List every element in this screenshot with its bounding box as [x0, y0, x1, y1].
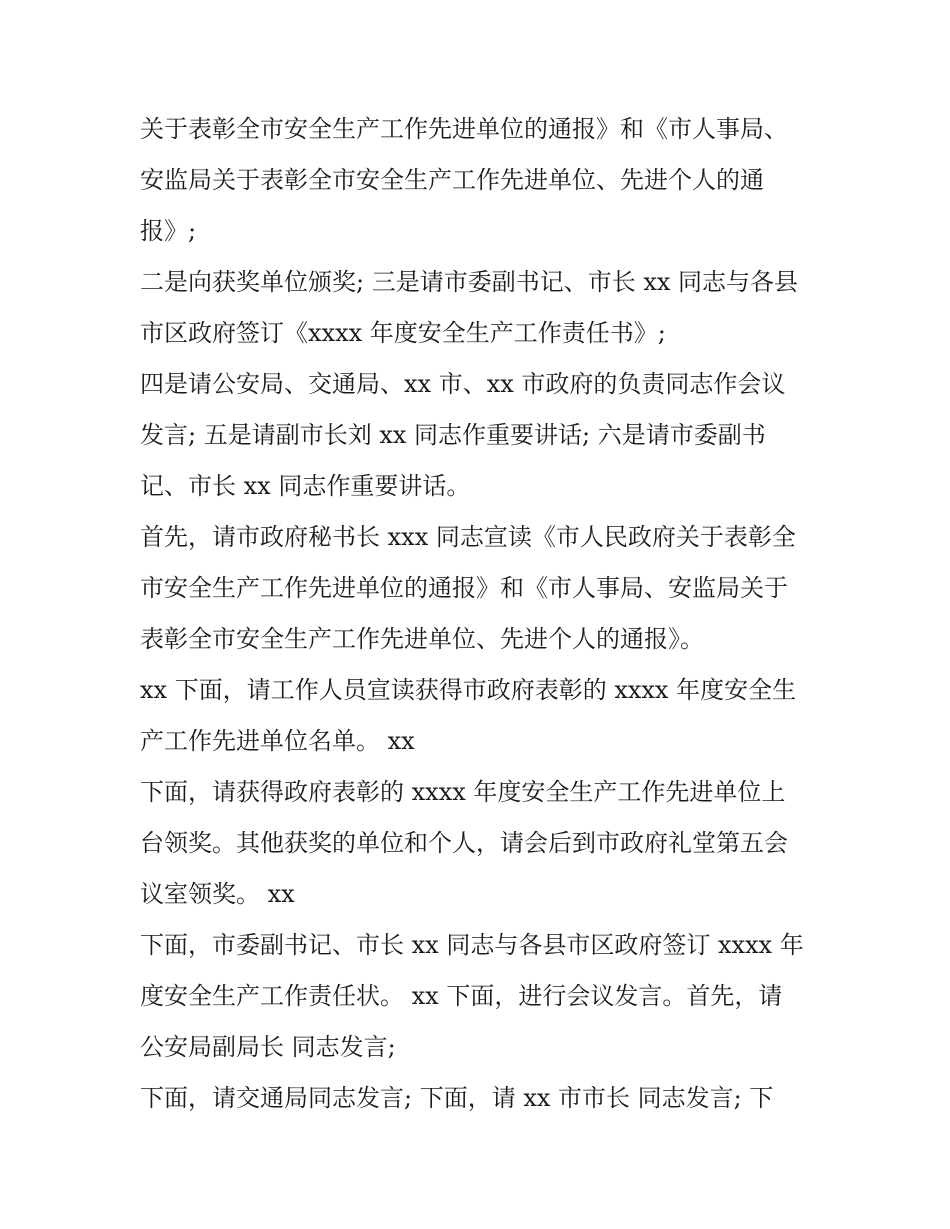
text-line: 产工作先进单位名单。 xx: [140, 727, 415, 755]
text-line: 市区政府签订《xxxx 年度安全生产工作责任书》;: [140, 319, 666, 347]
text-line: 公安局副局长 同志发言;: [140, 1033, 396, 1061]
text-line: 关于表彰全市安全生产工作先进单位的通报》和《市人事局、: [140, 115, 788, 143]
text-line: xx 下面，请工作人员宣读获得市政府表彰的 xxxx 年度安全生: [140, 676, 797, 704]
text-line: 下面，请交通局同志发言; 下面，请 xx 市市长 同志发言; 下: [140, 1084, 774, 1112]
text-line: 市安全生产工作先进单位的通报》和《市人事局、安监局关于: [140, 574, 788, 602]
text-line: 下面，请获得政府表彰的 xxxx 年度安全生产工作先进单位上: [140, 778, 786, 806]
text-line: 台领奖。其他获奖的单位和个人，请会后到市政府礼堂第五会: [140, 829, 788, 857]
text-line: 度安全生产工作责任状。 xx 下面，进行会议发言。首先，请: [140, 982, 783, 1010]
text-line: 发言; 五是请副市长刘 xx 同志作重要讲话; 六是请市委副书: [140, 421, 766, 449]
text-line: 首先，请市政府秘书长 xxx 同志宣读《市人民政府关于表彰全: [140, 523, 796, 551]
text-line: 二是向获奖单位颁奖; 三是请市委副书记、市长 xx 同志与各县: [140, 268, 799, 296]
document-body: [140, 104, 830, 1124]
text-line: 表彰全市安全生产工作先进单位、先进个人的通报》。: [140, 625, 704, 653]
text-line: 记、市长 xx 同志作重要讲话。: [140, 472, 471, 500]
text-line: 议室领奖。 xx: [140, 880, 295, 908]
text-line: 安监局关于表彰全市安全生产工作先进单位、先进个人的通: [140, 166, 764, 194]
text-line: 下面，市委副书记、市长 xx 同志与各县市区政府签订 xxxx 年: [140, 931, 804, 959]
text-line: 四是请公安局、交通局、xx 市、xx 市政府的负责同志作会议: [140, 370, 786, 398]
text-line: 报》;: [140, 217, 197, 245]
